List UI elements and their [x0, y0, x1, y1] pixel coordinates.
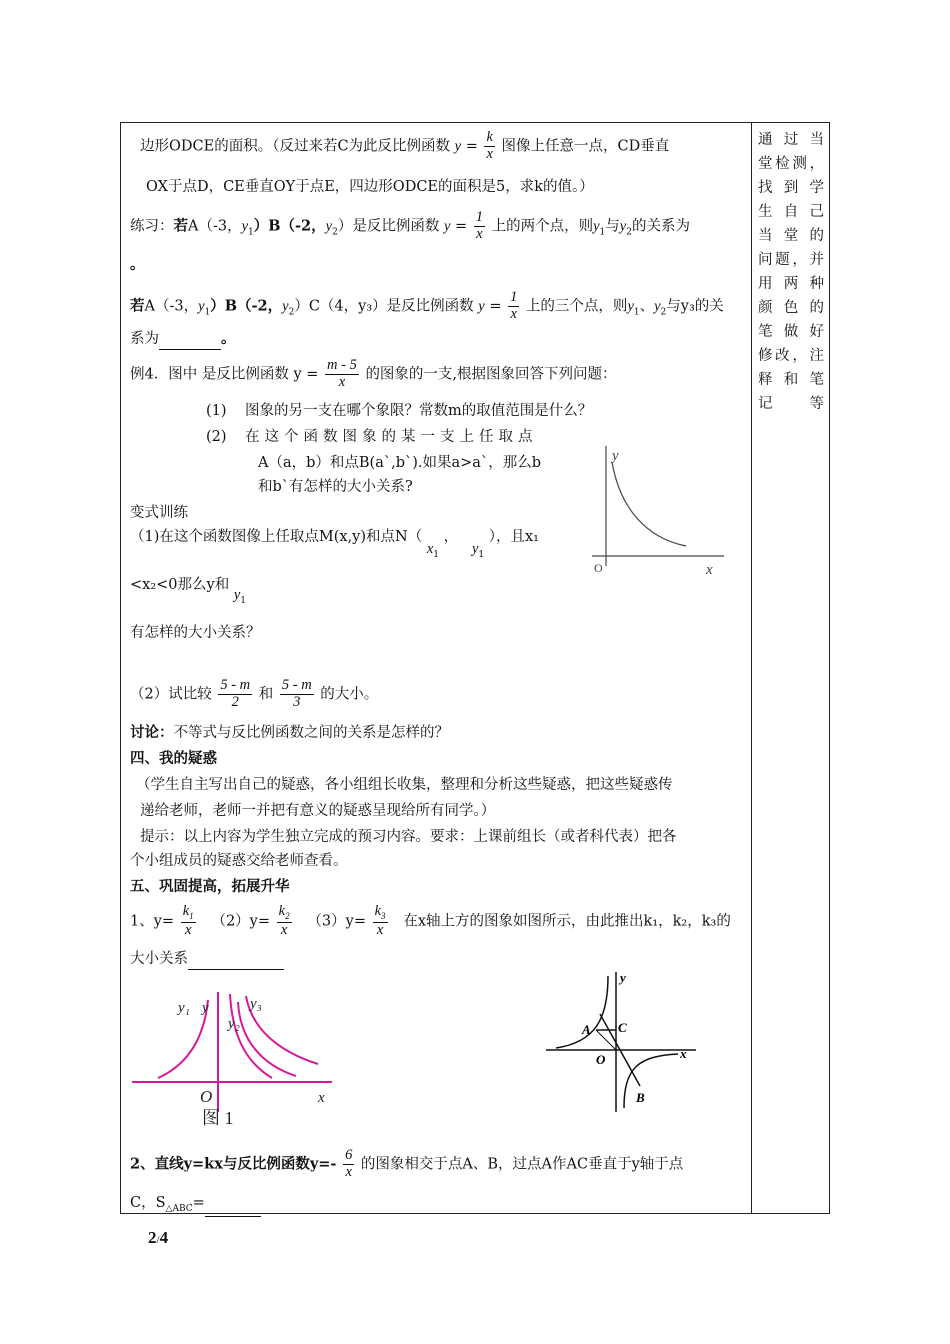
fraction-5m-over-3: $\frac{5 - m}{3}$ — [281, 677, 312, 710]
variant-training-title: 变式训练 — [130, 505, 188, 521]
question-2-line-3: 和b`有怎样的大小关系? — [258, 479, 413, 495]
question-2-line-2: A（a，b）和点B(a`,b`).如果a>a`，那么b — [258, 455, 541, 471]
branch-upper — [556, 976, 608, 1048]
example-4-graph — [586, 438, 730, 580]
svg-text:y₁: y₁ — [178, 1000, 190, 1016]
svg-text:C: C — [618, 1020, 627, 1035]
variant-1: （1)在这个函数图像上任取点M(x,y)和点N（ $x_1$ ， $y_1$ ），且x₁ — [130, 529, 539, 560]
svg-text:O: O — [594, 561, 603, 575]
question-2: (2) 在这个函数图象的某一支上任取点 — [206, 429, 538, 445]
svg-text:y₃: y₃ — [250, 996, 262, 1012]
column-divider — [751, 122, 752, 1214]
exercise-1: 1、y= $\frac{k_1}{x}$ （2）y= $\frac{k_2}{x}$ （3）y= $\frac{k_3}{x}$ 在x轴上方的图象如图所示，由此推出k₁，k₂，k₃的 — [130, 903, 731, 938]
fraction-m5-over-x: $\frac{m - 5}{x}$ — [327, 357, 357, 390]
svg-text:O: O — [200, 1087, 213, 1106]
svg-text:O: O — [596, 1052, 606, 1067]
fraction-1-over-x-2: $\frac{1}{x}$ — [510, 289, 518, 322]
discussion: 讨论：不等式与反比例函数之间的关系是怎样的？ — [130, 724, 449, 741]
exercise-1-line-2: 大小关系 — [130, 948, 284, 970]
section-4-line-1: （学生自主写出自己的疑惑，各小组组长收集，整理和分析这些疑惑，把这些疑惑传 — [136, 777, 673, 793]
variant-2: （2）试比较 $\frac{5 - m}{2}$ 和 $\frac{5 - m}{3}$ 的大小。 — [130, 677, 379, 710]
fraction-5m-over-2: $\frac{5 - m}{2}$ — [220, 677, 251, 710]
figure-2-graph — [546, 968, 706, 1116]
svg-text:x: x — [680, 1046, 687, 1061]
svg-text:y: y — [202, 1000, 209, 1016]
practice-2-end: 系为 。 — [130, 328, 236, 350]
example-4: 例4．图中 是反比例函数 y = $\frac{m - 5}{x}$ 的图象的一支,根据图象回答下列问题： — [130, 357, 617, 390]
curve-y2 — [238, 1002, 296, 1076]
answer-blank-3 — [205, 1216, 261, 1217]
variant-1-line-2: <x₂<0那么y和 $y_1$ — [130, 577, 246, 606]
svg-text:B: B — [636, 1090, 645, 1105]
practice-1-end: 。 — [130, 256, 145, 273]
figure-1-graph — [132, 990, 342, 1130]
hyperbola-branch — [612, 462, 686, 546]
svg-text:y₂: y₂ — [228, 1016, 240, 1032]
svg-text:x: x — [318, 1090, 325, 1106]
page-number: 2/4 — [148, 1228, 169, 1247]
section-4-line-2: 递给老师，老师一并把有意义的疑惑呈现给所有同学。） — [140, 803, 496, 819]
section-5-title: 五、巩固提高，拓展升华 — [130, 878, 290, 895]
svg-text:y: y — [612, 448, 619, 464]
practice-1: 练习：若A（-3，$y_1)B(-2$，$y_2$）是反比例函数 y = $\frac{1}{x}$ 上的两个点，则$y_1$与$y_2$的关系为 — [130, 209, 690, 242]
exercise-2-line-2: C，$S_{\triangle ABC}=$ — [130, 1192, 261, 1217]
branch-lower — [624, 1054, 678, 1108]
svg-text:A: A — [582, 1022, 591, 1037]
question-1: (1) 图象的另一支在哪个象限？常数m的取值范围是什么？ — [206, 403, 593, 419]
variant-1-line-3: 有怎样的大小关系？ — [130, 625, 261, 641]
answer-blank-2 — [188, 969, 284, 970]
fraction-k-over-x: $\frac{k}{x}$ — [486, 129, 493, 162]
svg-text:图 1: 图 1 — [202, 1108, 234, 1128]
practice-2: 若A（-3，$y_1)B(-2$，$y_2)C(4$，y₃）是反比例函数 y = $\frac{1}{x}$ 上的三个点，则$y_1$、$y_2$与y₃的关 — [130, 289, 724, 322]
section-4-line-3: 提示：以上内容为学生独立完成的预习内容。要求：上课前组长（或者科代表）把各 — [140, 829, 677, 845]
section-4-title: 四、我的疑惑 — [130, 750, 217, 767]
side-note: 通过当 堂检测， 找到学 生自己 当堂的 问题，并 用两种 颜色的 笔做好 修改，注 释和笔 记等 — [758, 132, 824, 412]
line-area-intro: 边形ODCE的面积。（反过来若C为此反比例函数 y = $\frac{k}{x}$ 图像上任意一点，CD垂直 — [140, 129, 670, 162]
svg-text:y: y — [620, 970, 626, 985]
section-4-line-4: 个小组成员的疑惑交给老师查看。 — [130, 853, 348, 869]
svg-text:x: x — [706, 562, 713, 578]
answer-blank — [159, 349, 221, 350]
exercise-2: 2、直线y=kx与反比例函数y=- $\frac{6}{x}$ 的图象相交于点A、B，过点A作AC垂直于y轴于点 — [130, 1147, 684, 1180]
fraction-1-over-x: $\frac{1}{x}$ — [475, 209, 483, 242]
line-area-question: OX于点D，CE垂直OY于点E，四边形ODCE的面积是5，求k的值。） — [146, 179, 594, 195]
